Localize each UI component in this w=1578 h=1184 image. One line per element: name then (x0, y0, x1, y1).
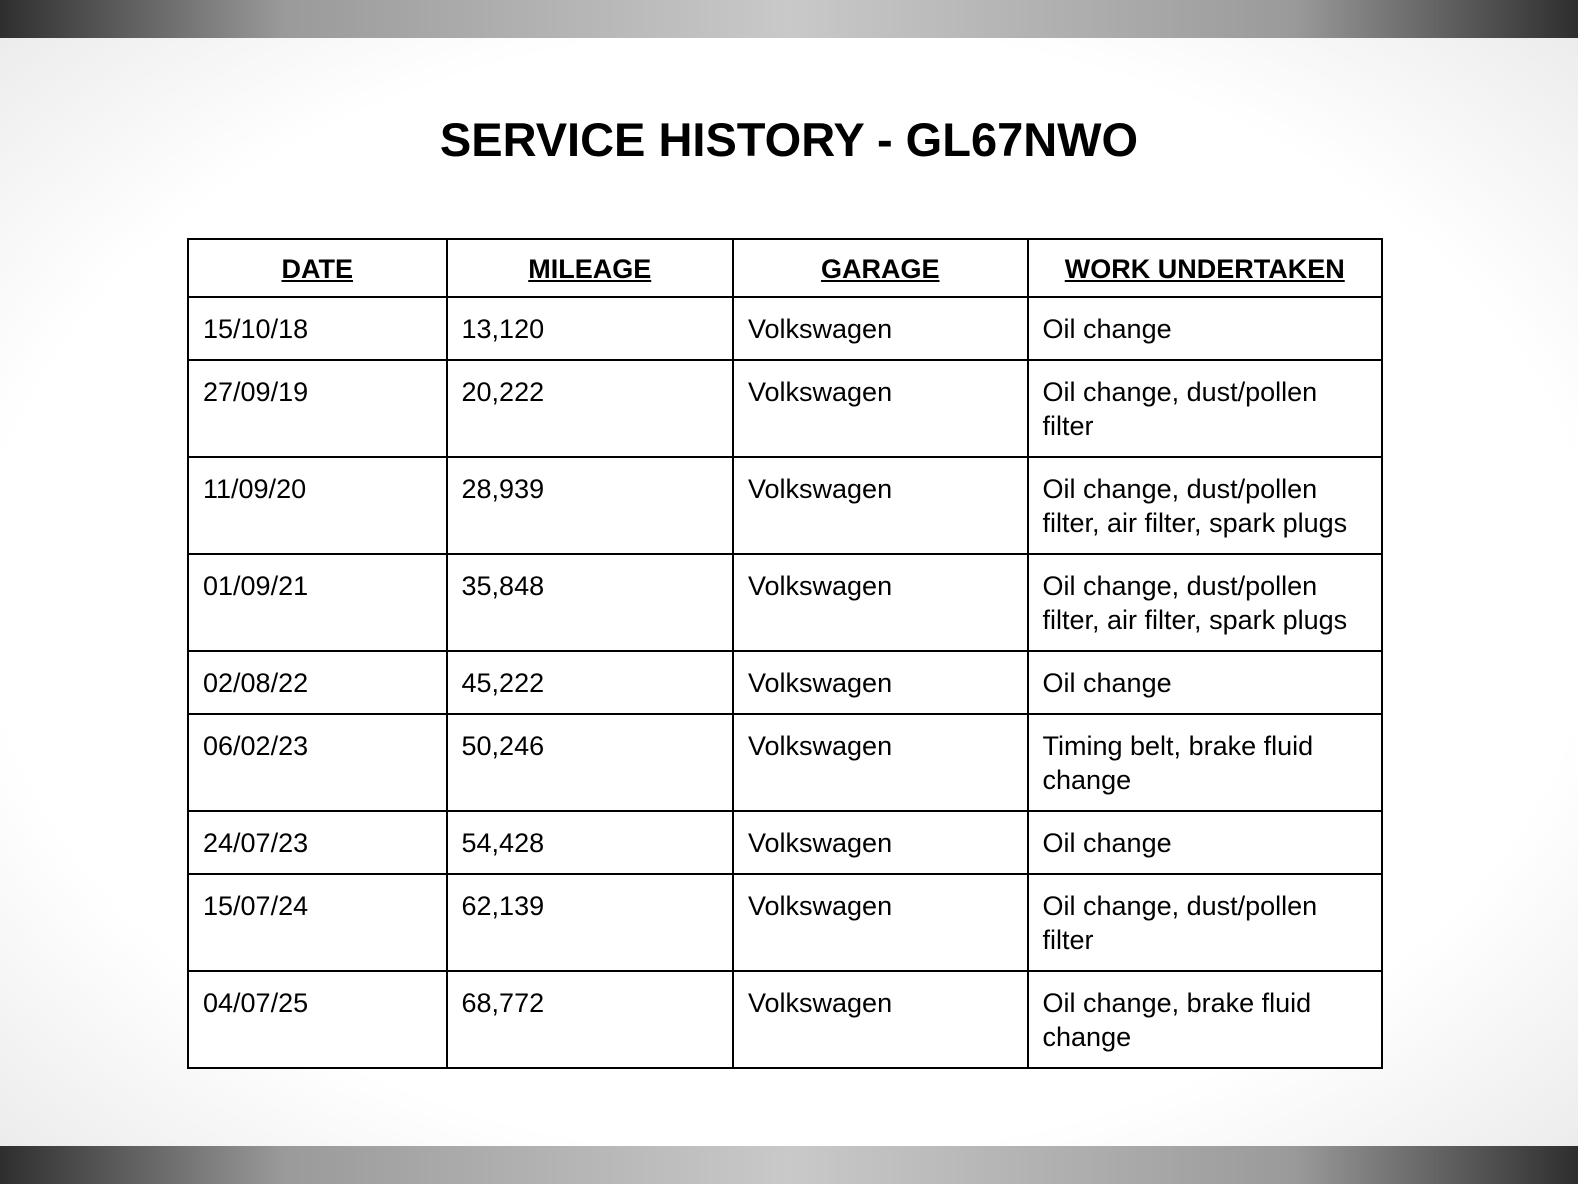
table-row (188, 457, 1382, 554)
cell-date: 11/09/20 (188, 457, 447, 554)
header-mileage: MILEAGE (447, 239, 733, 297)
cell-work: Oil change, dust/pollen filter, air filter, spark plugs (1028, 554, 1382, 651)
table-row (188, 651, 1382, 714)
cell-date: 27/09/19 (188, 360, 447, 457)
cell-date: 24/07/23 (188, 811, 447, 874)
cell-mileage: 62,139 (447, 874, 733, 971)
cell-work: Oil change (1028, 297, 1382, 360)
bottom-border-bar (0, 1146, 1578, 1184)
cell-garage: Volkswagen (733, 714, 1028, 811)
table-row (188, 874, 1382, 971)
cell-work: Oil change, dust/pollen filter, air filter, spark plugs (1028, 457, 1382, 554)
cell-date: 15/07/24 (188, 874, 447, 971)
cell-garage: Volkswagen (733, 457, 1028, 554)
cell-garage: Volkswagen (733, 554, 1028, 651)
document-page (0, 38, 1578, 1146)
cell-date: 04/07/25 (188, 971, 447, 1068)
cell-work: Oil change (1028, 811, 1382, 874)
cell-work: Oil change, dust/pollen filter (1028, 360, 1382, 457)
header-work-undertaken: WORK UNDERTAKEN (1028, 239, 1382, 297)
table-header-row (188, 239, 1382, 297)
cell-work: Timing belt, brake fluid change (1028, 714, 1382, 811)
service-history-table (187, 238, 1383, 1069)
page-title: SERVICE HISTORY - GL67NWO (439, 113, 1139, 166)
cell-garage: Volkswagen (733, 360, 1028, 457)
header-date: DATE (188, 239, 447, 297)
table-row (188, 554, 1382, 651)
cell-date: 15/10/18 (188, 297, 447, 360)
table-row (188, 811, 1382, 874)
cell-mileage: 28,939 (447, 457, 733, 554)
top-border-bar (0, 0, 1578, 38)
cell-garage: Volkswagen (733, 651, 1028, 714)
table-row (188, 297, 1382, 360)
table-row (188, 714, 1382, 811)
cell-date: 02/08/22 (188, 651, 447, 714)
cell-date: 06/02/23 (188, 714, 447, 811)
cell-mileage: 35,848 (447, 554, 733, 651)
cell-mileage: 20,222 (447, 360, 733, 457)
cell-mileage: 13,120 (447, 297, 733, 360)
table-row (188, 360, 1382, 457)
cell-work: Oil change, brake fluid change (1028, 971, 1382, 1068)
cell-mileage: 54,428 (447, 811, 733, 874)
cell-garage: Volkswagen (733, 811, 1028, 874)
cell-mileage: 68,772 (447, 971, 733, 1068)
cell-garage: Volkswagen (733, 874, 1028, 971)
cell-work: Oil change, dust/pollen filter (1028, 874, 1382, 971)
cell-work: Oil change (1028, 651, 1382, 714)
cell-garage: Volkswagen (733, 971, 1028, 1068)
header-garage: GARAGE (733, 239, 1028, 297)
cell-garage: Volkswagen (733, 297, 1028, 360)
table-row (188, 971, 1382, 1068)
cell-mileage: 50,246 (447, 714, 733, 811)
cell-mileage: 45,222 (447, 651, 733, 714)
cell-date: 01/09/21 (188, 554, 447, 651)
